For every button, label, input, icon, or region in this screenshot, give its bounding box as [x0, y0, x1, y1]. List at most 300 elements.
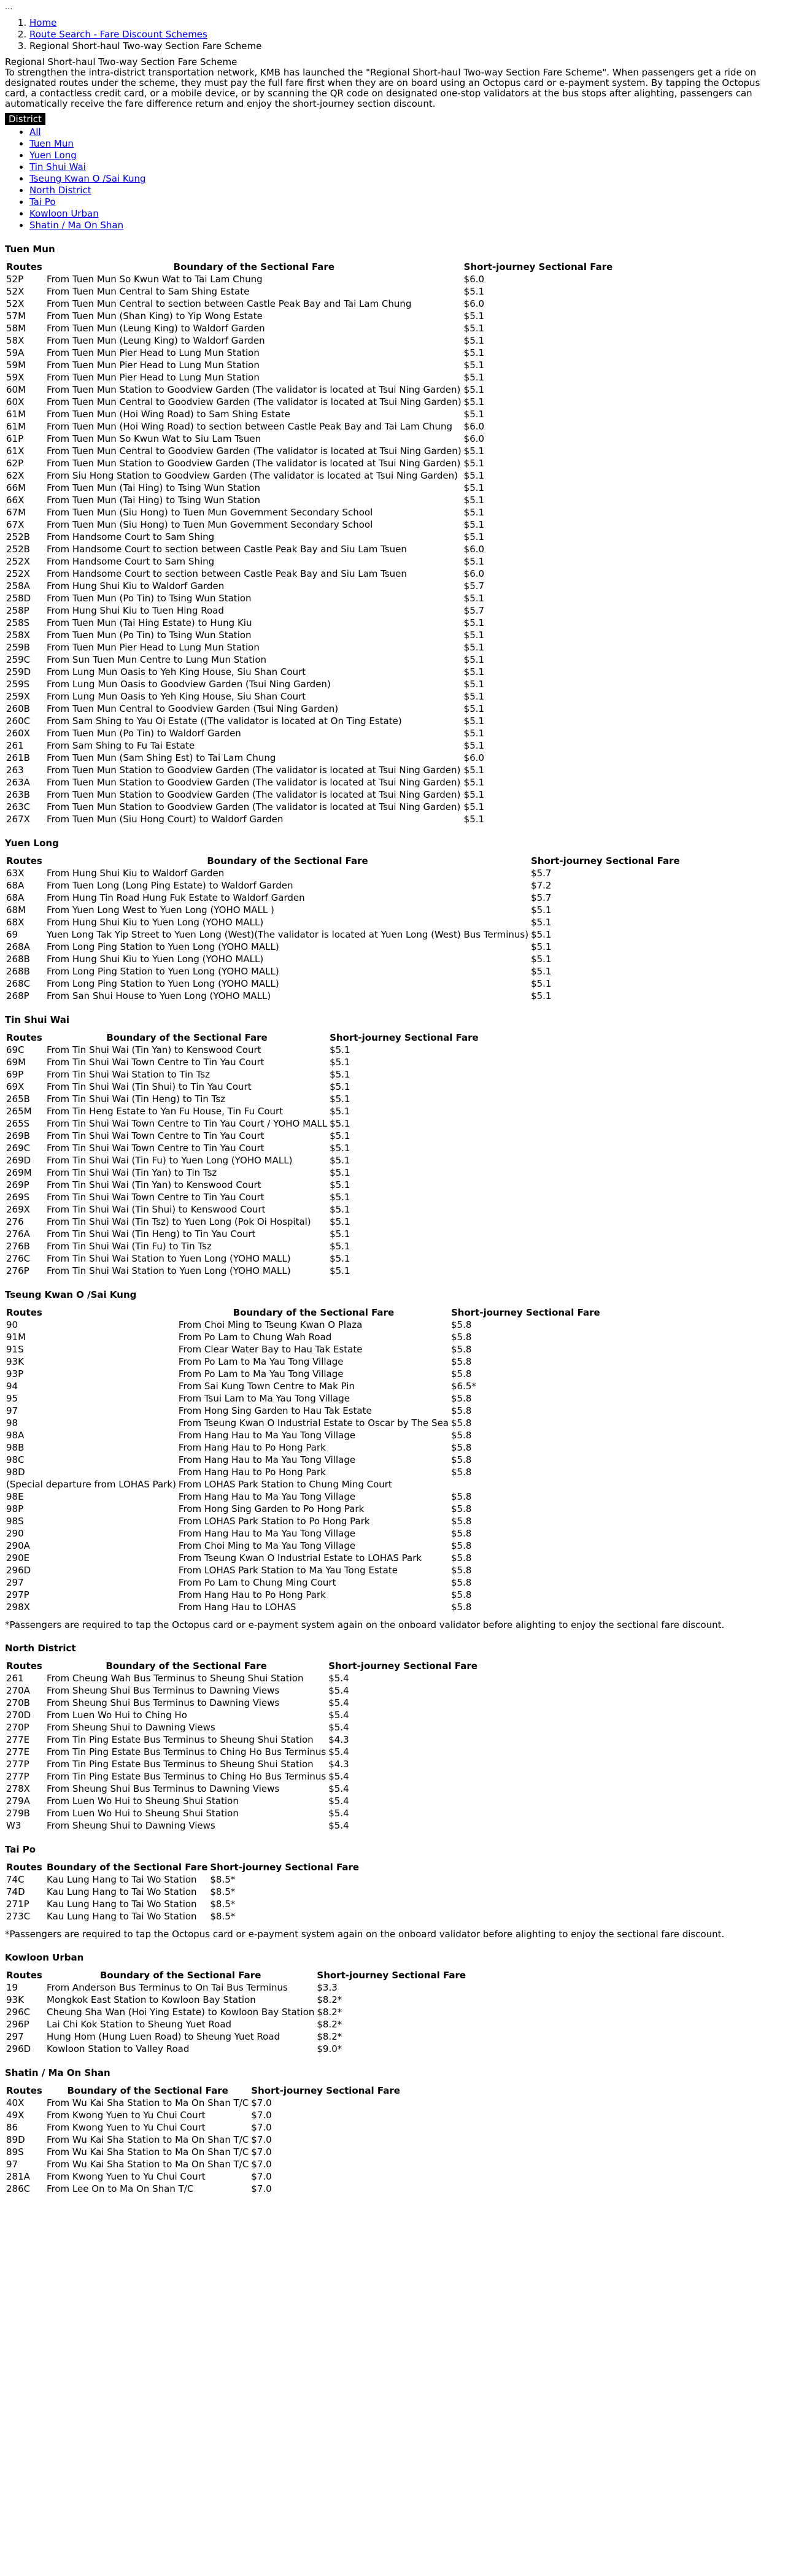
- district-link-tseung-kwan-o-sai-kung[interactable]: Tseung Kwan O /Sai Kung: [29, 173, 146, 184]
- fare-cell: $6.0: [463, 421, 485, 432]
- boundary-cell: From Sheung Shui to Dawning Views: [47, 1722, 215, 1733]
- route-cell: 269M: [6, 1167, 32, 1178]
- route-cell: 59X: [6, 372, 25, 383]
- fare-cell: $9.0*: [317, 2043, 342, 2054]
- table-row: [5, 1564, 601, 1576]
- fare-cell: $5.1: [463, 654, 485, 665]
- table-row: [5, 789, 614, 801]
- route-cell: 67M: [6, 507, 26, 518]
- fare-cell: $5.1: [463, 507, 485, 518]
- route-cell: 270B: [6, 1697, 30, 1708]
- boundary-cell: From Hung Shui Kiu to Tuen Hing Road: [47, 605, 224, 616]
- district-filter-item: [29, 220, 783, 231]
- fare-cell: $5.7: [463, 580, 485, 592]
- route-cell: 263B: [6, 789, 30, 800]
- table-row: [5, 703, 614, 715]
- table-row: [5, 941, 681, 953]
- boundary-cell: Kau Lung Hang to Tai Wo Station: [47, 1899, 197, 1910]
- boundary-cell: From Hung Shui Kiu to Yuen Long (YOHO MALL): [47, 917, 264, 928]
- table-row: [5, 1191, 480, 1203]
- route-cell: 49X: [6, 2110, 25, 2121]
- route-cell: 271P: [6, 1899, 29, 1910]
- table-row: [5, 273, 614, 285]
- boundary-cell: From Tin Shui Wai Station to Yuen Long (YOHO MALL): [47, 1265, 291, 1276]
- route-cell: 69: [6, 929, 18, 940]
- route-cell: 276A: [6, 1228, 30, 1240]
- table-row: [5, 433, 614, 445]
- boundary-cell: From Lung Mun Oasis to Yeh King House, Siu Shan Court: [47, 691, 306, 702]
- route-cell: 290E: [6, 1552, 30, 1564]
- route-cell: 61P: [6, 433, 24, 444]
- route-cell: 58M: [6, 323, 26, 334]
- boundary-cell: From Wu Kai Sha Station to Ma On Shan T/C: [47, 2134, 249, 2145]
- fare-cell: $5.1: [531, 917, 552, 928]
- boundary-cell: From Anderson Bus Terminus to On Tai Bus Terminus: [47, 1982, 288, 1993]
- route-cell: 52X: [6, 298, 25, 309]
- route-cell: 59A: [6, 347, 25, 358]
- fare-cell: $7.0: [251, 2146, 272, 2158]
- header-routes: Routes: [6, 1307, 42, 1318]
- route-cell: 286C: [6, 2183, 31, 2194]
- table-row: [5, 1429, 601, 1441]
- table-row: [5, 2146, 401, 2158]
- boundary-cell: From Tin Shui Wai (Tin Heng) to Tin Tsz: [47, 1093, 226, 1105]
- district-link-all[interactable]: All: [29, 126, 41, 137]
- route-cell: 278X: [6, 1783, 30, 1794]
- district-link-tai-po[interactable]: Tai Po: [29, 196, 56, 207]
- fare-cell: $5.1: [531, 929, 552, 940]
- table-row: [5, 285, 614, 298]
- table-row: [5, 1886, 360, 1898]
- fare-cell: $6.0: [463, 274, 485, 285]
- route-cell: 69C: [6, 1044, 25, 1055]
- route-cell: 98C: [6, 1454, 25, 1465]
- boundary-cell: From Luen Wo Hui to Sheung Shui Station: [47, 1808, 239, 1819]
- boundary-cell: From Tuen Mun (Siu Hong) to Tuen Mun Government Secondary School: [47, 519, 373, 530]
- route-cell: 259S: [6, 679, 30, 690]
- table-row: [5, 715, 614, 727]
- table-row: [5, 1540, 601, 1552]
- boundary-cell: From Handsome Court to Sam Shing: [47, 531, 215, 542]
- boundary-cell: From Long Ping Station to Yuen Long (YOHO MALL): [47, 941, 279, 952]
- boundary-cell: From Po Lam to Chung Wah Road: [178, 1332, 332, 1343]
- table-row: [5, 965, 681, 978]
- header-routes: Routes: [6, 1660, 42, 1672]
- fare-cell: $8.5*: [210, 1874, 236, 1885]
- table-row: [5, 739, 614, 752]
- fare-cell: $5.1: [330, 1204, 350, 1215]
- route-cell: 277P: [6, 1771, 29, 1782]
- district-link-yuen-long[interactable]: Yuen Long: [29, 150, 77, 161]
- table-row: [5, 1910, 360, 1922]
- boundary-cell: From Tuen Mun (Tai Hing Estate) to Hung Kiu: [47, 617, 252, 628]
- boundary-cell: From Hung Shui Kiu to Yuen Long (YOHO MALL): [47, 954, 264, 965]
- route-cell: 89S: [6, 2146, 24, 2158]
- boundary-cell: From Kwong Yuen to Yu Chui Court: [47, 2110, 206, 2121]
- table-row: [5, 555, 614, 568]
- district-filter-button[interactable]: District: [5, 113, 45, 125]
- route-cell: 95: [6, 1393, 18, 1404]
- boundary-cell: From Choi Ming to Ma Yau Tong Village: [178, 1540, 356, 1551]
- section-title-tai-po: Tai Po: [5, 1844, 36, 1855]
- boundary-cell: From Hung Shui Kiu to Waldorf Garden: [47, 580, 225, 592]
- table-row: [5, 1601, 601, 1613]
- route-cell: 90: [6, 1319, 18, 1330]
- boundary-cell: From Tuen Mun (Leung King) to Waldorf Garden: [47, 335, 265, 346]
- fare-cell: $5.4: [328, 1685, 349, 1696]
- route-cell: 269X: [6, 1204, 30, 1215]
- boundary-cell: From Kwong Yuen to Yu Chui Court: [47, 2122, 206, 2133]
- table-row: [5, 928, 681, 941]
- fare-cell: $5.8: [450, 1417, 472, 1429]
- boundary-cell: From Tuen Mun Central to Goodview Garden (Tsui Ning Garden): [47, 703, 339, 714]
- fare-cell: $5.1: [463, 593, 485, 604]
- route-cell: 98S: [6, 1516, 24, 1527]
- table-row: [5, 420, 614, 433]
- header-fare: Short-journey Sectional Fare: [330, 1032, 479, 1043]
- fare-cell: $5.8: [450, 1442, 472, 1453]
- table-row: [5, 482, 614, 494]
- fare-cell: $5.4: [328, 1820, 349, 1831]
- table-row: [5, 2158, 401, 2170]
- header-boundary: Boundary of the Sectional Fare: [233, 1307, 395, 1318]
- route-cell: 276P: [6, 1265, 29, 1276]
- table-row: [5, 978, 681, 990]
- boundary-cell: From Tuen Mun (Tai Hing) to Tsing Wun Station: [47, 482, 260, 493]
- table-row: [5, 1873, 360, 1886]
- table-row: [5, 629, 614, 641]
- district-link-tin-shui-wai[interactable]: Tin Shui Wai: [29, 161, 86, 172]
- boundary-cell: From Tin Shui Wai (Tin Fu) to Yuen Long (YOHO MALL): [47, 1155, 293, 1166]
- boundary-cell: From Hang Hau to Po Hong Park: [178, 1589, 326, 1600]
- table-row: [5, 1454, 601, 1466]
- table-row: [5, 904, 681, 916]
- table-row: [5, 1216, 480, 1228]
- table-row: [5, 408, 614, 420]
- route-cell: 60X: [6, 396, 25, 407]
- route-cell: 259B: [6, 642, 30, 653]
- boundary-cell: From LOHAS Park Station to Po Hong Park: [178, 1516, 370, 1527]
- boundary-cell: Hung Hom (Hung Luen Road) to Sheung Yuet Road: [47, 2031, 280, 2042]
- footnote: *Passengers are required to tap the Octopus card or e-payment system again on the onboard validator before alighting to enjoy the sectional fare discount.: [5, 1619, 725, 1630]
- route-cell: 66M: [6, 482, 26, 493]
- fare-cell: $7.0: [251, 2122, 272, 2133]
- boundary-cell: From Tuen Mun Station to Goodview Garden (The validator is located at Tsui Ning Garden): [47, 765, 461, 776]
- route-cell: 270P: [6, 1722, 29, 1733]
- table-row: [5, 2183, 401, 2195]
- route-cell: 296C: [6, 2007, 31, 2018]
- boundary-cell: From Tin Shui Wai Town Centre to Tin Yau Court: [47, 1143, 265, 1154]
- route-cell: 68A: [6, 880, 25, 891]
- fare-cell: $7.2: [531, 880, 552, 891]
- route-cell: 263: [6, 765, 24, 776]
- route-cell: 269C: [6, 1143, 31, 1154]
- route-cell: 86: [6, 2122, 18, 2133]
- table-row: [5, 2097, 401, 2109]
- header-fare: Short-journey Sectional Fare: [463, 261, 613, 272]
- route-cell: 268B: [6, 954, 30, 965]
- route-cell: 93P: [6, 1368, 24, 1379]
- boundary-cell: From Tuen Mun Pier Head to Lung Mun Station: [47, 642, 260, 653]
- table-row: [5, 322, 614, 334]
- boundary-cell: From Tuen Mun (Hoi Wing Road) to section between Castle Peak Bay and Tai Lam Chung: [47, 421, 453, 432]
- intro: [5, 57, 783, 109]
- fare-cell: $5.1: [330, 1143, 350, 1154]
- boundary-cell: From Tuen Mun (Siu Hong Court) to Waldorf Garden: [47, 814, 284, 825]
- header-fare: Short-journey Sectional Fare: [531, 855, 680, 866]
- boundary-cell: From Hung Tin Road Hung Fuk Estate to Waldorf Garden: [47, 892, 305, 903]
- fare-cell: $5.8: [450, 1589, 472, 1600]
- boundary-cell: From Sheung Shui to Dawning Views: [47, 1820, 215, 1831]
- table-row: [5, 1117, 480, 1130]
- boundary-cell: From Po Lam to Chung Ming Court: [178, 1577, 336, 1588]
- fare-cell: $5.8: [450, 1467, 472, 1478]
- fare-cell: $7.0: [251, 2183, 272, 2194]
- fare-cell: $5.1: [330, 1044, 350, 1055]
- route-cell: 259C: [6, 654, 31, 665]
- boundary-cell: From Sam Shing to Fu Tai Estate: [47, 740, 195, 751]
- table-row: [5, 1684, 479, 1697]
- boundary-cell: From Long Ping Station to Yuen Long (YOHO MALL): [47, 966, 279, 977]
- route-cell: 269D: [6, 1155, 31, 1166]
- route-cell: 265M: [6, 1106, 32, 1117]
- fare-cell: $5.1: [463, 801, 485, 812]
- fare-cell: $6.0: [463, 752, 485, 763]
- table-row: [5, 1417, 601, 1429]
- route-cell: 279B: [6, 1808, 30, 1819]
- breadcrumb-current: 3. Regional Short-haul Two-way Section Fare Scheme: [29, 40, 783, 52]
- boundary-cell: From Sai Kung Town Centre to Mak Pin: [178, 1381, 355, 1392]
- fare-cell: $5.4: [328, 1771, 349, 1782]
- fare-cell: $5.1: [463, 482, 485, 493]
- boundary-cell: From Lee On to Ma On Shan T/C: [47, 2183, 194, 2194]
- table-row: [5, 1807, 479, 1819]
- fare-cell: $5.1: [463, 445, 485, 457]
- boundary-cell: From Hong Sing Garden to Po Hong Park: [178, 1503, 365, 1514]
- boundary-cell: From Hang Hau to LOHAS: [178, 1602, 296, 1613]
- district-link-tuen-mun[interactable]: Tuen Mun: [29, 138, 74, 149]
- fare-cell: $5.7: [531, 892, 552, 903]
- table-row: [5, 1783, 479, 1795]
- fare-cell: $7.0: [251, 2134, 272, 2145]
- route-cell: 94: [6, 1381, 18, 1392]
- boundary-cell: From Tuen Mun (Sam Shing Est) to Tai Lam Chung: [47, 752, 276, 763]
- table-row: [5, 310, 614, 322]
- table-row: [5, 1552, 601, 1564]
- intro-text: To strengthen the intra-district transportation network, KMB has launched the "Regional Short-haul Two-way Section Fare Scheme". When passengers get a ride on designated routes under the scheme, they must pay the full fare first when they are on board using an Octopus card or e-payment system. By tapping the Octopus card, a contactless credit card, or a mobile device, or by scanning the QR code on designated one-stop validators at the bus stops after alighting, passengers can automatically receive the fare difference return and enjoy the short-journey section discount.: [5, 67, 760, 109]
- table-header-row: [5, 1660, 479, 1672]
- boundary-cell: From Hong Sing Garden to Hau Tak Estate: [178, 1405, 372, 1416]
- boundary-cell: Yuen Long Tak Yip Street to Yuen Long (West)(The validator is located at Yuen Long (West) Bus Terminus): [47, 929, 529, 940]
- table-row: [5, 776, 614, 789]
- fare-cell: $5.8: [450, 1454, 472, 1465]
- boundary-cell: From Tin Ping Estate Bus Terminus to Ching Ho Bus Terminus: [47, 1771, 326, 1782]
- route-cell: 69X: [6, 1081, 25, 1092]
- boundary-cell: From Tuen Mun So Kwun Wat to Siu Lam Tsuen: [47, 433, 261, 444]
- fare-cell: $8.2*: [317, 2007, 342, 2018]
- table-row: [5, 334, 614, 347]
- table-row: [5, 1672, 479, 1684]
- boundary-cell: From Tin Shui Wai Station to Tin Tsz: [47, 1069, 210, 1080]
- boundary-cell: From Tuen Mun (Siu Hong) to Tuen Mun Government Secondary School: [47, 507, 373, 518]
- fare-cell: $5.4: [328, 1710, 349, 1721]
- boundary-cell: From Luen Wo Hui to Ching Ho: [47, 1710, 187, 1721]
- boundary-cell: From Wu Kai Sha Station to Ma On Shan T/C: [47, 2097, 249, 2108]
- table-row: [5, 298, 614, 310]
- boundary-cell: From Tuen Mun Central to Goodview Garden (The validator is located at Tsui Ning Garden): [47, 445, 462, 457]
- route-cell: 268P: [6, 990, 29, 1001]
- table-row: [5, 580, 614, 592]
- breadcrumb-route-search-link[interactable]: Route Search - Fare Discount Schemes: [29, 29, 207, 40]
- header-boundary: Boundary of the Sectional Fare: [67, 2085, 228, 2096]
- route-cell: 98A: [6, 1430, 25, 1441]
- boundary-cell: From Tuen Mun (Po Tin) to Tsing Wun Station: [47, 593, 252, 604]
- route-cell: 252X: [6, 568, 30, 579]
- route-cell: 98B: [6, 1442, 25, 1453]
- route-cell: 290A: [6, 1540, 30, 1551]
- table-row: [5, 1154, 480, 1167]
- route-cell: 258A: [6, 580, 30, 592]
- table-row: [5, 727, 614, 739]
- table-header-row: [5, 855, 681, 867]
- fare-cell: $5.4: [328, 1673, 349, 1684]
- route-cell: 258P: [6, 605, 29, 616]
- district-link-shatin-ma-on-shan[interactable]: Shatin / Ma On Shan: [29, 220, 124, 231]
- route-cell: 91M: [6, 1332, 26, 1343]
- table-row: [5, 1343, 601, 1355]
- boundary-cell: From Handsome Court to section between Castle Peak Bay and Siu Lam Tsuen: [47, 544, 407, 555]
- fare-cell: $6.0: [463, 298, 485, 309]
- fare-cell: $5.1: [330, 1228, 350, 1240]
- boundary-cell: From Lung Mun Oasis to Goodview Garden (Tsui Ning Garden): [47, 679, 331, 690]
- fare-table-yuen-long: [5, 855, 681, 1002]
- table-row: [5, 1142, 480, 1154]
- district-filter-item: [29, 196, 783, 208]
- fare-sections: [5, 244, 783, 2195]
- route-cell: 273C: [6, 1911, 31, 1922]
- fare-cell: $7.0: [251, 2171, 272, 2182]
- table-row: [5, 813, 614, 825]
- boundary-cell: From Tin Ping Estate Bus Terminus to Ching Ho Bus Terminus: [47, 1746, 326, 1757]
- table-row: [5, 1490, 601, 1503]
- boundary-cell: From Tin Ping Estate Bus Terminus to Sheung Shui Station: [47, 1734, 314, 1745]
- fare-cell: $8.2*: [317, 1994, 342, 2005]
- table-row: [5, 990, 681, 1002]
- fare-cell: $6.5*: [450, 1381, 476, 1392]
- boundary-cell: From Hang Hau to Ma Yau Tong Village: [178, 1454, 356, 1465]
- route-cell: 269B: [6, 1130, 30, 1141]
- fare-cell: $5.8: [450, 1332, 472, 1343]
- table-row: [5, 1819, 479, 1832]
- route-cell: 60M: [6, 384, 26, 395]
- route-cell: 69M: [6, 1057, 26, 1068]
- fare-cell: $5.1: [463, 703, 485, 714]
- route-cell: 276B: [6, 1241, 30, 1252]
- fare-cell: $7.0: [251, 2110, 272, 2121]
- boundary-cell: Mongkok East Station to Kowloon Bay Station: [47, 1994, 256, 2005]
- fare-cell: $5.8: [450, 1602, 472, 1613]
- fare-cell: $6.0: [463, 433, 485, 444]
- route-cell: 276: [6, 1216, 24, 1227]
- boundary-cell: From Tin Shui Wai Town Centre to Tin Yau Court: [47, 1057, 265, 1068]
- fare-cell: $5.1: [463, 679, 485, 690]
- route-cell: 265S: [6, 1118, 30, 1129]
- boundary-cell: From Sheung Shui Bus Terminus to Dawning Views: [47, 1685, 280, 1696]
- route-cell: 296P: [6, 2019, 29, 2030]
- boundary-cell: From Sheung Shui Bus Terminus to Dawning Views: [47, 1783, 280, 1794]
- boundary-cell: From Tin Shui Wai (Tin Shui) to Tin Yau Court: [47, 1081, 252, 1092]
- boundary-cell: From Long Ping Station to Yuen Long (YOHO MALL): [47, 978, 279, 989]
- header-fare: Short-journey Sectional Fare: [450, 1307, 600, 1318]
- table-header-row: [5, 1032, 480, 1044]
- route-cell: 296D: [6, 1565, 31, 1576]
- section-title-tuen-mun: Tuen Mun: [5, 244, 55, 255]
- table-row: [5, 764, 614, 776]
- table-row: [5, 457, 614, 469]
- route-cell: 270A: [6, 1685, 30, 1696]
- boundary-cell: From Tseung Kwan O Industrial Estate to LOHAS Park: [178, 1552, 422, 1564]
- section-title-shatin-ma-on-shan: Shatin / Ma On Shan: [5, 2067, 110, 2078]
- route-cell: 268A: [6, 941, 30, 952]
- boundary-cell: From Hang Hau to Ma Yau Tong Village: [178, 1491, 356, 1502]
- table-row: [5, 1503, 601, 1515]
- table-row: [5, 1795, 479, 1807]
- district-filter-item: [29, 150, 783, 161]
- header-boundary: Boundary of the Sectional Fare: [106, 1032, 268, 1043]
- route-cell: 261B: [6, 752, 30, 763]
- route-cell: 261: [6, 740, 24, 751]
- route-cell: 259D: [6, 666, 31, 677]
- route-cell: 61M: [6, 409, 26, 420]
- route-cell: 58X: [6, 335, 25, 346]
- fare-table-tseung-kwan-o-sai-kung: [5, 1306, 601, 1613]
- section-title-kowloon-urban: Kowloon Urban: [5, 1952, 84, 1963]
- boundary-cell: From Tuen Mun Pier Head to Lung Mun Station: [47, 360, 260, 371]
- table-row: [5, 384, 614, 396]
- route-cell: 52X: [6, 286, 25, 297]
- fare-cell: $5.7: [531, 868, 552, 879]
- fare-cell: $5.1: [463, 691, 485, 702]
- breadcrumb-home-link[interactable]: Home: [29, 17, 57, 28]
- table-row: [5, 1105, 480, 1117]
- table-row: [5, 1319, 601, 1331]
- route-cell: 269S: [6, 1192, 30, 1203]
- boundary-cell: From Tin Shui Wai (Tin Tsz) to Yuen Long (Pok Oi Hospital): [47, 1216, 311, 1227]
- district-link-kowloon-urban[interactable]: Kowloon Urban: [29, 208, 99, 219]
- route-cell: 63X: [6, 868, 25, 879]
- fare-cell: $5.4: [328, 1808, 349, 1819]
- district-filter-list: [5, 126, 783, 231]
- fare-cell: $5.1: [463, 789, 485, 800]
- table-row: [5, 1228, 480, 1240]
- district-link-north-district[interactable]: North District: [29, 185, 91, 196]
- table-row: [5, 1898, 360, 1910]
- fare-cell: $5.4: [328, 1746, 349, 1757]
- table-row: [5, 1441, 601, 1454]
- table-header-row: [5, 1969, 467, 1981]
- route-cell: 68M: [6, 904, 26, 916]
- table-row: [5, 678, 614, 690]
- fare-cell: $5.7: [463, 605, 485, 616]
- fare-cell: $8.5*: [210, 1899, 236, 1910]
- fare-cell: $5.8: [450, 1405, 472, 1416]
- boundary-cell: Lai Chi Kok Station to Sheung Yuet Road: [47, 2019, 232, 2030]
- table-row: [5, 469, 614, 482]
- boundary-cell: From Yuen Long West to Yuen Long (YOHO MALL ): [47, 904, 274, 916]
- route-cell: 68A: [6, 892, 25, 903]
- table-row: [5, 641, 614, 654]
- route-cell: 258S: [6, 617, 30, 628]
